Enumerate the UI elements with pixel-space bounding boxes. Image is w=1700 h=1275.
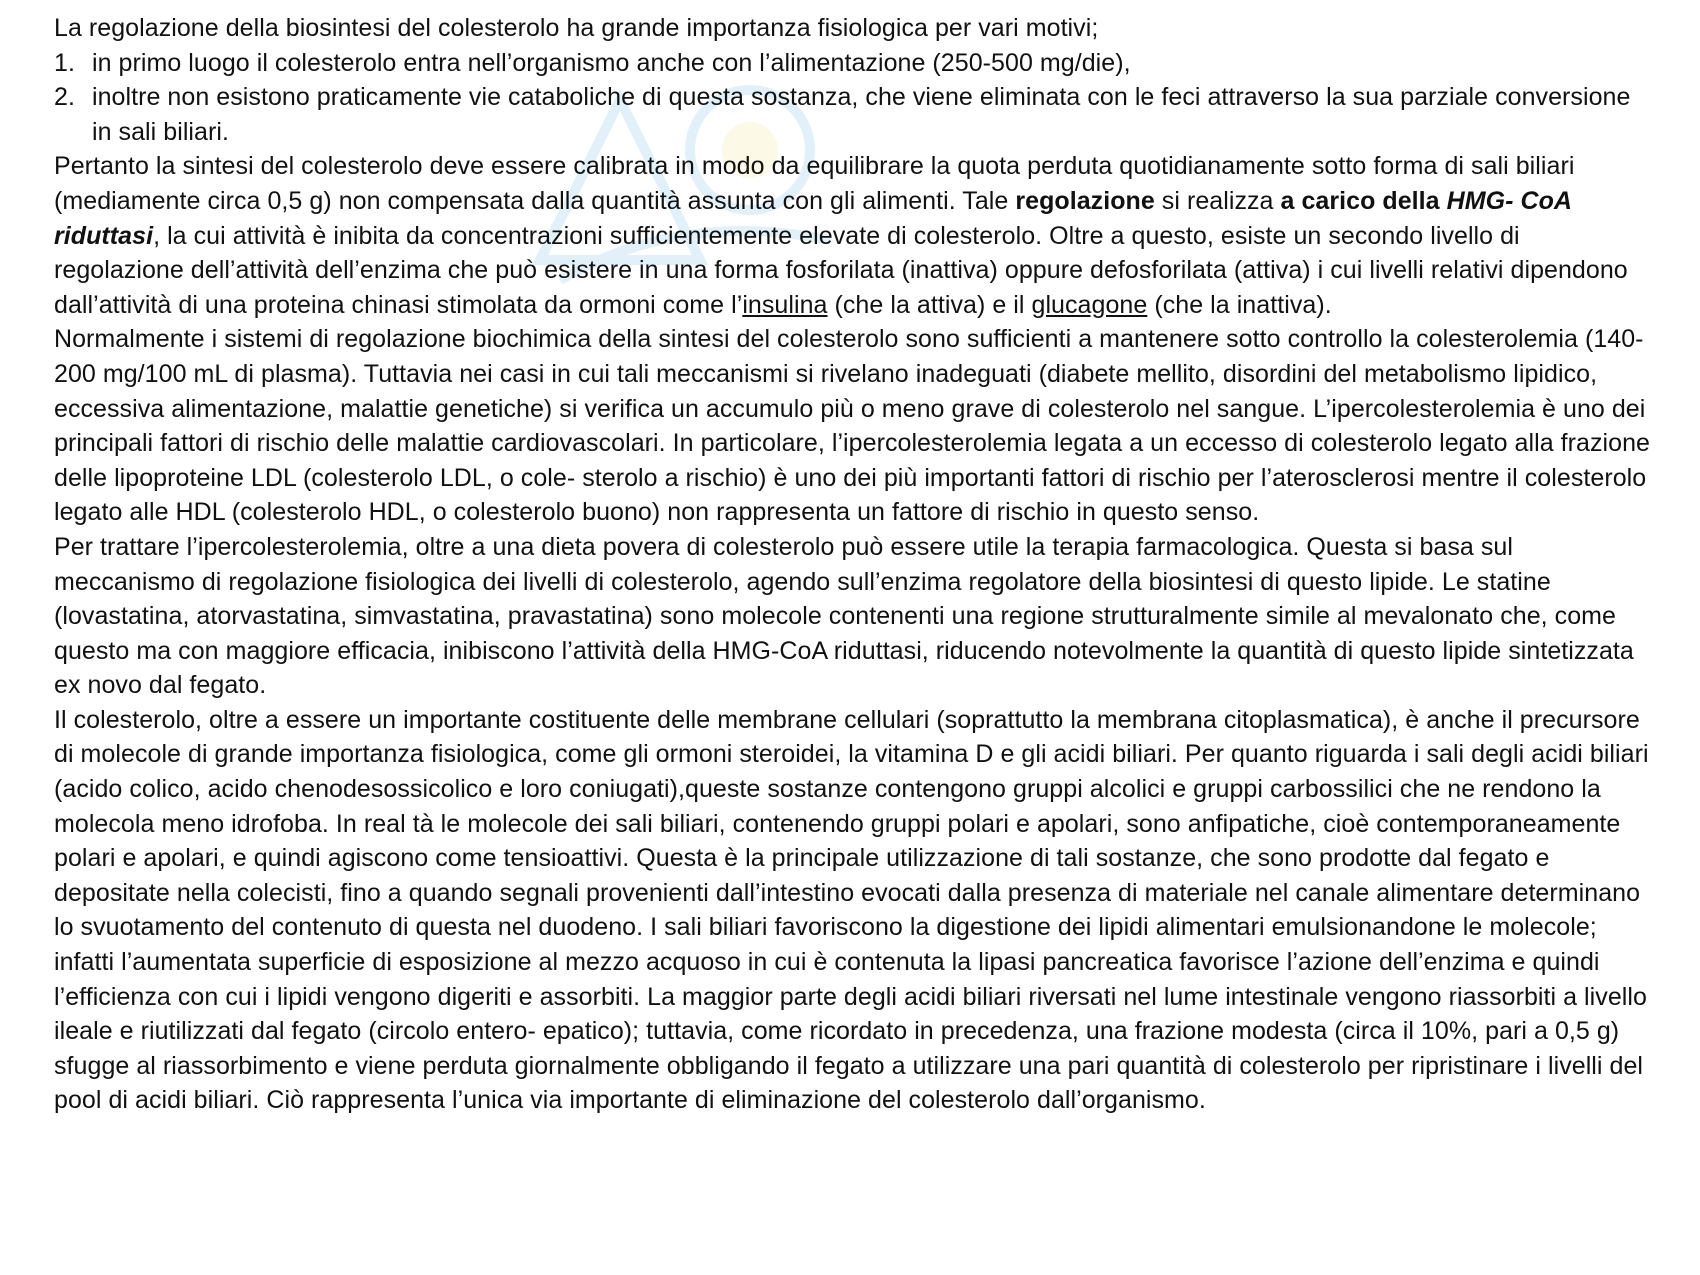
regulation-paragraph <box>54 149 1654 322</box>
bold-phrase-carico: a carico della <box>1280 186 1447 215</box>
text-run: si realizza <box>1154 186 1281 215</box>
therapy-paragraph: Per trattare l’ipercolesterolemia, oltre a una dieta povera di colesterolo può essere utile la terapia farmacologica. Questa si basa sul meccanismo di regolazione fisiologica dei livelli di colesterolo, agendo sull’enzima regolatore della biosintesi di questo lipide. Le statine (lovastatina, atorvastatina, simvastatina, pravastatina) sono molecole contenenti una regione strutturalmente simile al mevalonato che, come questo ma con maggiore efficacia, inibiscono l’attività della HMG-CoA riduttasi, riducendo notevolmente la quantità di questo lipide sintetizzata ex novo dal fegato. <box>54 532 1634 700</box>
list-item <box>54 80 1654 149</box>
text-run: , la cui attività è inibita da concentrazioni sufficientemente elevate di colesterolo. Oltre a questo, esiste un secondo livello di regolazione dell’attività dell’enzima che può esistere in una forma fosforilata (inattiva) oppure defosforilata (attiva) i cui livelli relativi dipendono dall’attività di una proteina chinasi stimolata da ormoni come l’ <box>54 221 1628 319</box>
bold-term-regolazione: regolazione <box>1015 186 1155 215</box>
intro-paragraph: La regolazione della biosintesi del colesterolo ha grande importanza fisiologica per vari motivi; <box>54 14 1099 42</box>
bold-italic-hmg-coa: HMG- CoA riduttasi <box>54 186 1572 250</box>
cholesterolemia-paragraph: Normalmente i sistemi di regolazione biochimica della sintesi del colesterolo sono sufficienti a mantenere sotto controllo la colesterolemia (140-200 mg/100 mL di plasma). Tuttavia nei casi in cui tali meccanismi si rivelano inadeguati (diabete mellito, disordini del metabolismo lipidico, eccessiva alimentazione, malattie genetiche) si verifica un accumulo più o meno grave di colesterolo nel sangue. L’ipercolesterolemia è uno dei principali fattori di rischio delle malattie cardiovascolari. In particolare, l’ipercolesterolemia legata a un eccesso di colesterolo legato alla frazione delle lipoproteine LDL (colesterolo LDL, o cole- sterolo a rischio) è uno dei più importanti fattori di rischio per l’aterosclerosi mentre il colesterolo legato alle HDL (colesterolo HDL, o colesterolo buono) non rappresenta un fattore di rischio in questo senso. <box>54 325 1651 527</box>
list-item-number: 1. <box>54 48 75 77</box>
list-item <box>54 46 1654 81</box>
bile-acids-paragraph: Il colesterolo, oltre a essere un importante costituente delle membrane cellulari (soprattutto la membrana citoplasmatica), è anche il precursore di molecole di grande importanza fisiologica, come gli ormoni steroidei, la vitamina D e gli acidi biliari. Per quanto riguarda i sali degli acidi biliari (acido colico, acido chenodesossicolico e loro coniugati),queste sostanze contengono gruppi alcolici e gruppi carbossilici che ne rendono la molecola meno idrofoba. In real tà le molecole dei sali biliari, contenendo gruppi polari e apolari, sono anfipatiche, cioè contemporaneamente polari e apolari, e quindi agiscono come tensioattivi. Questa è la principale utilizzazione di tali sostanze, che sono prodotte dal fegato e depositate nella colecisti, fino a quando segnali provenienti dall’intestino evocati dalla presenza di materiale nel canale alimentare determinano lo svuotamento del contenuto di questa nel duodeno. I sali biliari favoriscono la digestione dei lipidi alimentari emulsionandone le molecole; infatti l’aumentata superficie di esposizione al mezzo acquoso in cui è contenuta la lipasi pancreatica favorisce l’azione dell’enzima e quindi l’efficienza con cui i lipidi vengono digeriti e assorbiti. La maggior parte degli acidi biliari riversati nel lume intestinale vengono riassorbiti a livello ileale e riutilizzati dal fegato (circolo entero- epatico); tuttavia, come ricordato in precedenza, una frazione modesta (circa il 10%, pari a 0,5 g) sfugge al riassorbimento e viene perduta giornalmente obbligando il fegato a utilizzare una pari quantità di colesterolo per ripristinare i livelli del pool di acidi biliari. Ciò rappresenta l’unica via importante di eliminazione del colesterolo dall’organismo. <box>54 705 1649 1115</box>
document-body <box>54 11 1654 1118</box>
text-run: (che la attiva) e il <box>827 290 1032 319</box>
text-run: Pertanto la sintesi del colesterolo deve essere calibrata in modo da equilibrare la quota perduta quotidianamente sotto forma di sali biliari (mediamente circa 0,5 g) non compensata dalla quantità assunta con gli alimenti. Tale <box>54 152 1575 215</box>
list-item-text: inoltre non esistono praticamente vie cataboliche di questa sostanza, che viene eliminata con le feci attraverso la sua parziale conversione in sali biliari. <box>92 83 1631 146</box>
reasons-list <box>54 46 1654 150</box>
text-run: (che la inattiva). <box>1147 290 1332 319</box>
list-item-number: 2. <box>54 83 75 112</box>
underlined-term-insulina: insulina <box>742 290 828 319</box>
list-item-text: in primo luogo il colesterolo entra nell’organismo anche con l’alimentazione (250-500 mg/die), <box>92 48 1131 77</box>
underlined-term-glucagone: glucagone <box>1031 290 1148 319</box>
